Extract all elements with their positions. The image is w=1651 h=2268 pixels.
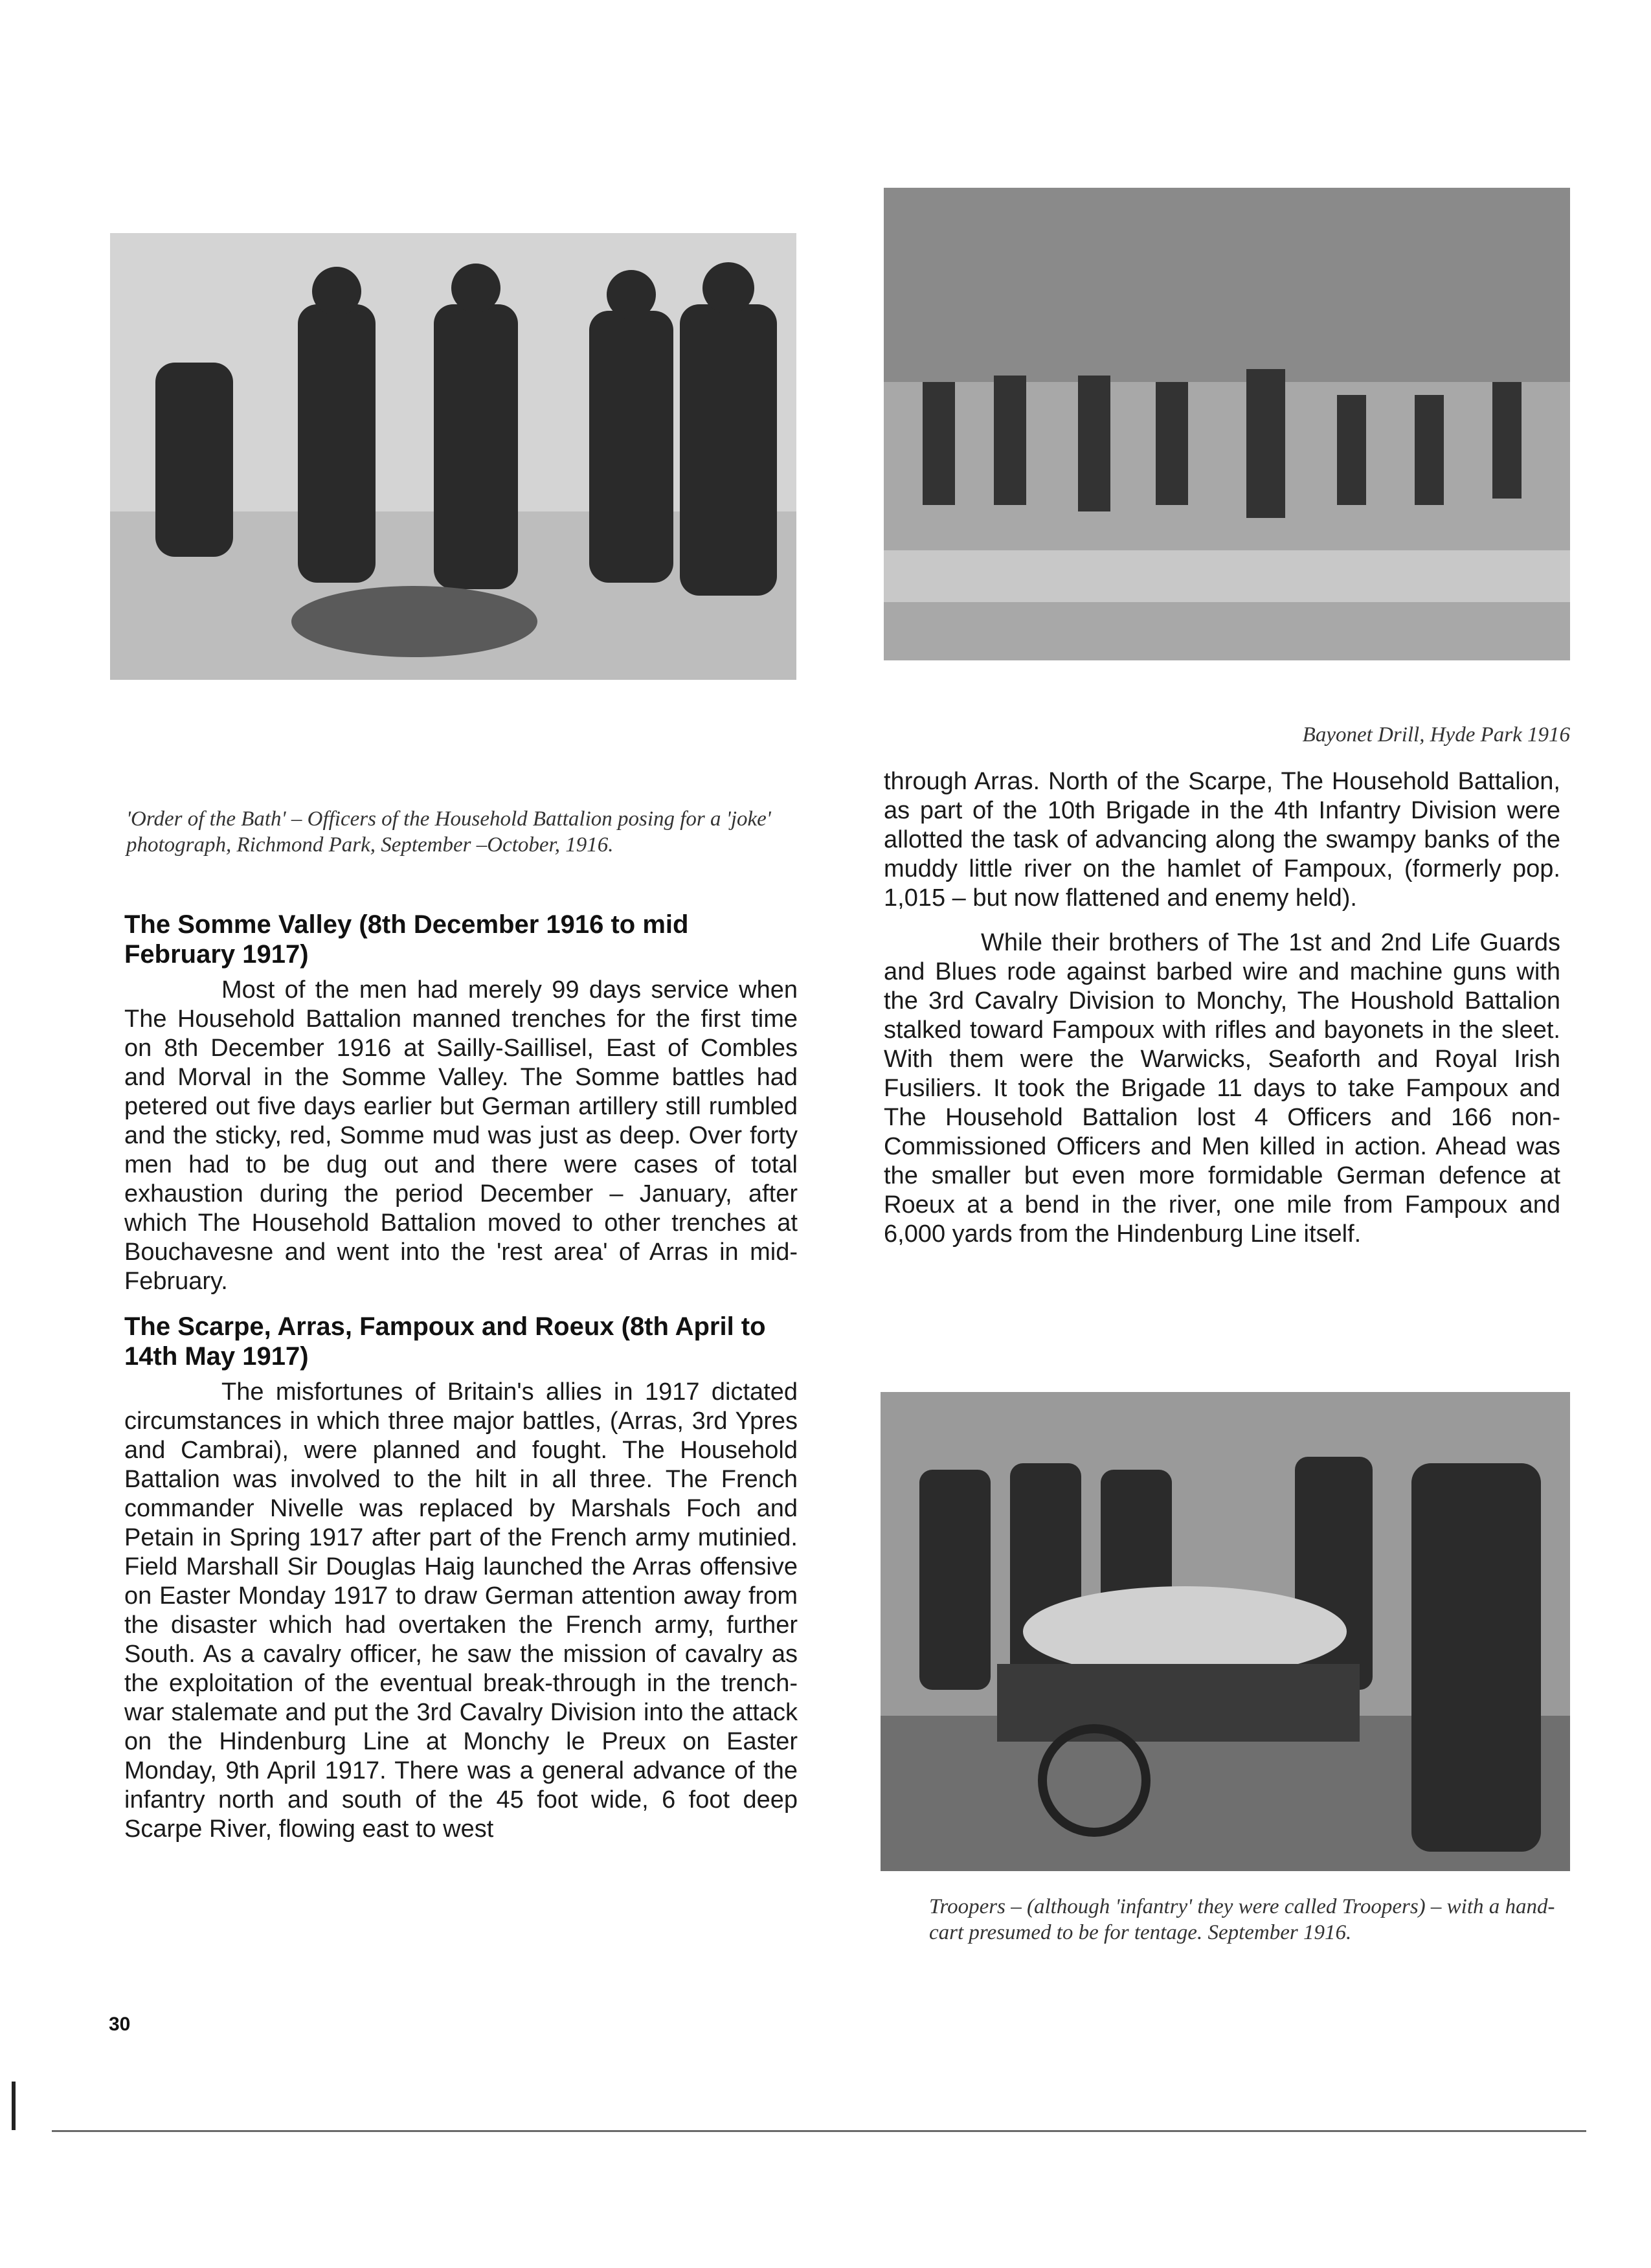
scarpe-arras-paragraph: The misfortunes of Britain's allies in 1917 dictated circumstances in which three major battles, (Arras, 3rd Ypres and Cambrai), were planned and fought. The Household Battalion was involved to the hilt in all three. The French commander Nivelle was replaced by Marshals Foch and Petain in Spring 1917 after part of the French army mutinied. Field Marshall Sir Douglas Haig launched the Arras offensive on Easter Monday 1917 to draw German attention away from the disaster which had overtaken the French army, further South. As a cavalry officer, he saw the mission of cavalry as the exploitation of the eventual break-through in the trench-war stalemate and put the 3rd Cavalry Division into the attack on the Hindenburg Line at Monchy le Preux on Easter Monday, 9th April 1917. There was a general advance of the infantry north and south of the 45 foot wide, 6 foot deep Scarpe River, flowing east to west xyxy=(124,1378,798,1843)
bayonet-drill-illustration xyxy=(884,188,1570,660)
fampoux-advance-paragraph: through Arras. North of the Scarpe, The Household Battalion, as part of the 10th Brigade in the 4th Infantry Division were allotted the task of advancing along the swampy banks of the muddy little river on the hamlet of Fampoux, (formerly pop. 1,015 – but now flattened and enemy held). xyxy=(884,768,1560,912)
scan-rule-line xyxy=(52,2130,1586,2132)
somme-valley-paragraph: Most of the men had merely 99 days service when The Household Battalion manned trenches for the first time on 8th December 1916 at Sailly-Saillisel, East of Combles and Morval in the Somme Valley. The Somme battles had petered out five days earlier but German artillery still rumbled and the sticky, red, Somme mud was just as deep. Over forty men had to be dug out and there were cases of total exhaustion during the period December – January, after which The Household Battalion moved to other trenches at Bouchavesne and went into the 'rest area' of Arras in mid-February. xyxy=(124,976,798,1295)
bayonet-drill-caption: Bayonet Drill, Hyde Park 1916 xyxy=(1302,723,1570,747)
troopers-caption: Troopers – (although 'infantry' they were called Troopers) – with a hand-cart presumed to be for tentage. September 1916. xyxy=(929,1895,1555,1944)
officers-illustration xyxy=(110,233,796,680)
troopers-illustration xyxy=(881,1392,1570,1871)
page-number: 30 xyxy=(109,2014,131,2035)
bayonet-drill-photo xyxy=(884,188,1570,660)
life-guards-paragraph: While their brothers of The 1st and 2nd Life Guards and Blues rode against barbed wire and machine guns with the 3rd Cavalry Division to Monchy, The Houshold Battalion stalked toward Fampoux with rifles and bayonets in the sleet. With them were the Warwicks, Seaforth and Royal Irish Fusiliers. It took the Brigade 11 days to take Fampoux and The Household Battalion lost 4 Officers and 166 non-Commissioned Officers and Men killed in action. Ahead was the smaller but even more formidable German defence at Roeux at a bend in the river, one mile from Fampoux and 6,000 yards from the Hindenburg Line itself. xyxy=(884,929,1560,1248)
order-of-the-bath-caption: 'Order of the Bath' – Officers of the Household Battalion posing for a 'joke' photograph, Richmond Park, September –October, 1916. xyxy=(126,807,771,857)
left-column xyxy=(124,910,798,1859)
troopers-photo xyxy=(881,1392,1570,1871)
scan-edge-mark xyxy=(12,2082,16,2130)
order-of-the-bath-photo xyxy=(110,233,796,680)
scarpe-arras-heading: The Scarpe, Arras, Fampoux and Roeux (8th April to 14th May 1917) xyxy=(124,1312,766,1371)
somme-valley-heading: The Somme Valley (8th December 1916 to mid February 1917) xyxy=(124,910,689,969)
right-column xyxy=(884,767,1560,1264)
